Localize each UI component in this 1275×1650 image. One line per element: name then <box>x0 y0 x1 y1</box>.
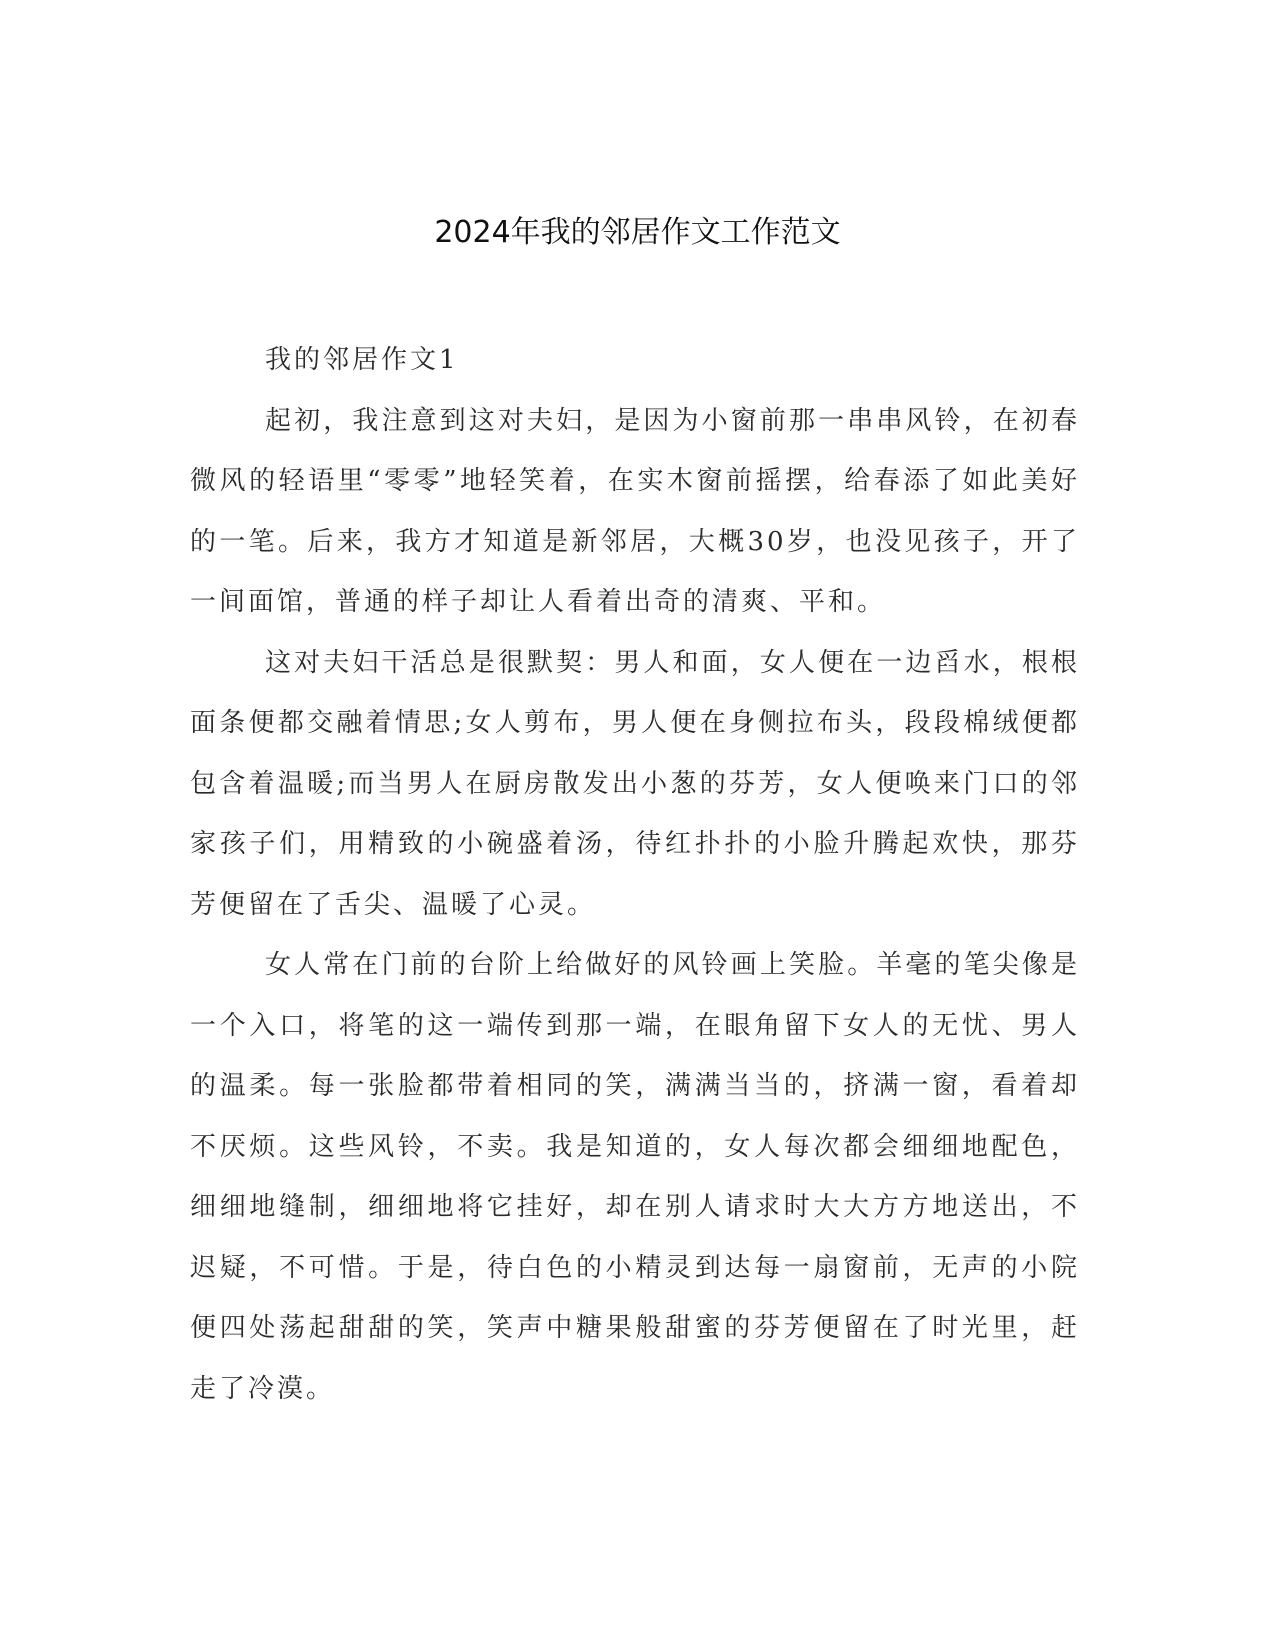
document-title: 2024年我的邻居作文工作范文 <box>434 215 841 250</box>
document-body <box>190 330 1080 1419</box>
paragraph: 起初，我注意到这对夫妇，是因为小窗前那一串串风铃，在初春微风的轻语里“零零”地轻笑着，在实木窗前摇摆，给春添了如此美好的一笔。后来，我方才知道是新邻居，大概30岁，也没见孩子，开了一间面馆，普通的样子却让人看着出奇的清爽、平和。 <box>190 405 1080 617</box>
section-heading: 我的邻居作文1 <box>265 345 459 375</box>
paragraph: 女人常在门前的台阶上给做好的风铃画上笑脸。羊毫的笔尖像是一个入口，将笔的这一端传到那一端，在眼角留下女人的无忧、男人的温柔。每一张脸都带着相同的笑，满满当当的，挤满一窗，看着却不厌烦。这些风铃，不卖。我是知道的，女人每次都会细细地配色，细细地缝制，细细地将它挂好，却在别人请求时大大方方地送出，不迟疑，不可惜。于是，待白色的小精灵到达每一扇窗前，无声的小院便四处荡起甜甜的笑，笑声中糖果般甜蜜的芬芳便留在了时光里，赶走了冷漠。 <box>190 950 1080 1404</box>
paragraph: 这对夫妇干活总是很默契：男人和面，女人便在一边舀水，根根面条便都交融着情思;女人剪布，男人便在身侧拉布头，段段棉绒便都包含着温暖;而当男人在厨房散发出小葱的芬芳，女人便唤来门口的邻家孩子们，用精致的小碗盛着汤，待红扑扑的小脸升腾起欢快，那芬芳便留在了舌尖、温暖了心灵。 <box>190 647 1080 920</box>
